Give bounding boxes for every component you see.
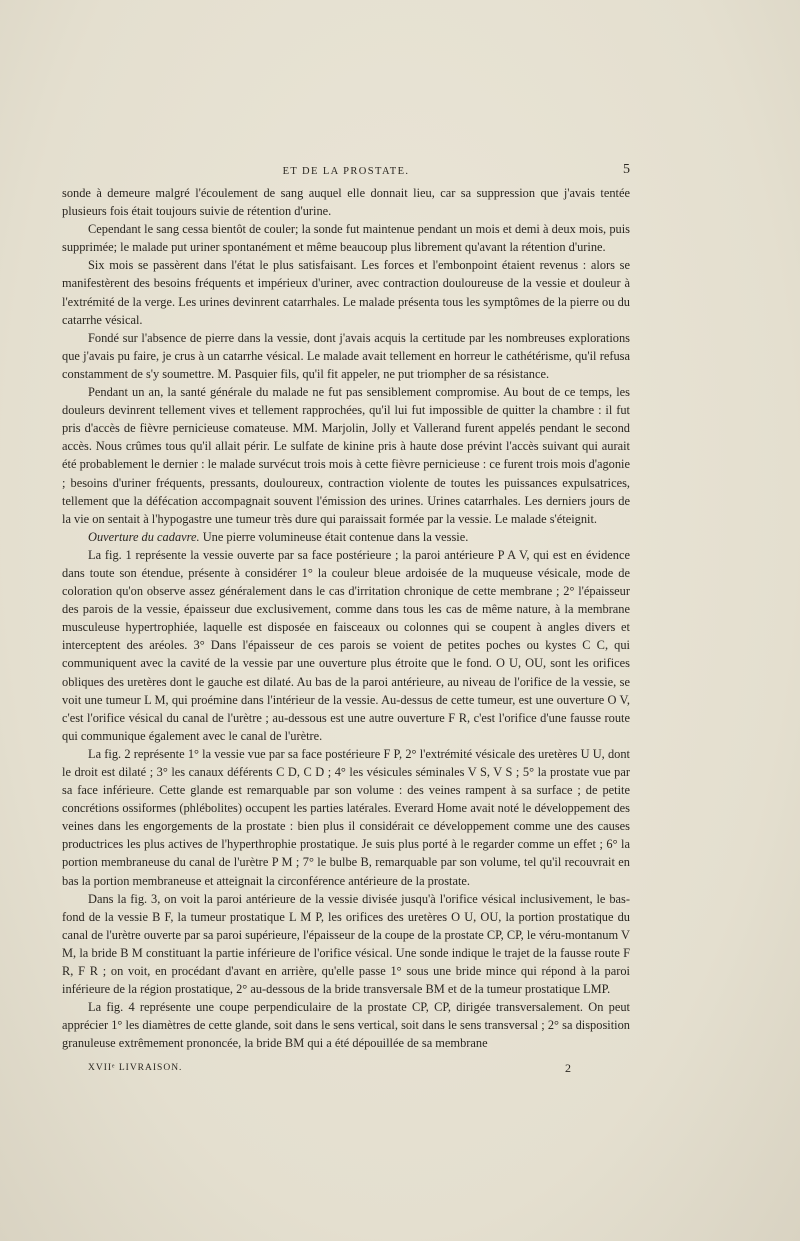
paragraph-fig1: La fig. 1 représente la vessie ouverte par sa face postérieure ; la paroi antérieure P A V, qui est en évidence dans toute son étendue, présente à considérer 1° la couleur bleue ardoisée de la muqueuse vésicale, mode de coloration qu'on observe assez généralement dans le cas d'irritation chronique de cette membrane ; 2° l'épaisseur des parois de la vessie, épaisseur due exclusivement, comme dans tous les cas de même nature, à la membrane musculeuse hypertrophiée, laquelle est disposée en faisceaux ou colonnes qui se coupent à angles divers et interceptent des aréoles. 3° Dans l'épaisseur de ces parois se voient de petites poches ou kystes C C, qui communiquent avec la cavité de la vessie par une ouverture plus étroite que le fond. O U, OU, sont les orifices obliques des uretères dont le gauche est dilaté. Au bas de la paroi antérieure, au niveau de l'orifice de la vessie, se voit une tumeur L M, qui proémine dans l'intérieur de la vessie. Au-dessus de cette tumeur, est une ouverture O V, c'est l'orifice vésical du canal de l'urètre ; au-dessous est une autre ouverture F R, c'est l'orifice d'une fausse route qui communique également avec le canal de l'urètre. <box>62 547 630 743</box>
paragraph-fig3: Dans la fig. 3, on voit la paroi antérieure de la vessie divisée jusqu'à l'orifice vésical inclusivement, le bas-fond de la vessie B F, la tumeur prostatique L M P, les orifices des uretères O U, OU, la portion prostatique du canal de l'urètre ouverte par sa paroi supérieure, l'épaisseur de la coupe de la prostate CP, CP, le véru-montanum V M, la bride B M constituant la partie inférieure de l'orifice vésical. Une sonde indique le trajet de la fausse route F R, F R ; on voit, en procédant d'avant en arrière, qu'elle passe 1° sous une bride mince qui répond à la paroi inférieure de la région prostatique, 2° au-dessous de la bride transversale BM et de la tumeur prostatique LMP. <box>62 891 630 997</box>
paragraph-fig4: La fig. 4 représente une coupe perpendiculaire de la prostate CP, CP, dirigée transversalement. On peut apprécier 1° les diamètres de cette glande, soit dans le sens vertical, soit dans le sens transversal ; 2° sa disposition granuleuse extrêmement prononcée, la bride BM qui a été dépouillée de sa membrane <box>62 1000 630 1051</box>
paragraph: Fondé sur l'absence de pierre dans la vessie, dont j'avais acquis la certitude par les nombreuses explorations que j'avais pu faire, je crus à un catarrhe vésical. Le malade avait tellement en horreur le cathétérisme, qu'il refusa constamment de s'y soumettre. M. Pasquier fils, qu'il fit appeler, ne put triompher de sa résistance. <box>62 330 630 381</box>
paragraph-fig2: La fig. 2 représente 1° la vessie vue par sa face postérieure F P, 2° l'extrémité vésicale des uretères U U, dont le droit est dilaté ; 3° les canaux déférents C D, C D ; 4° les vésicules séminales V S, V S ; 5° la prostate vue par sa face inférieure. Cette glande est remarquable par son volume : des veines rampent à sa surface ; de petite concrétions ossiformes (phlébolites) occupent les parties latérales. Everard Home avait noté le développement des veines dans les engorgements de la prostate : bien plus il considérait ce développement comme une des causes productrices les plus actives de l'hyperthrophie prostatique. Je suis plus porté à le regarder comme un effet ; 6° la portion membraneuse du canal de l'urètre P M ; 7° le bulbe B, remarquable par son volume, tel qu'il recouvrait en bas la portion membraneuse et atteignait la circonférence antérieure de la prostate. <box>62 746 630 888</box>
body-text <box>62 184 630 1053</box>
paragraph: Pendant un an, la santé générale du malade ne fut pas sensiblement compromise. Au bout de ce temps, les douleurs devinrent tellement vives et tellement rapprochées, qu'il lui fut impossible de quitter la chambre : il fut pris d'accès de fièvre pernicieuse comateuse. MM. Marjolin, Jolly et Vallerand furent appelés pendant le second accès. Nous crûmes tous qu'il allait périr. Le sulfate de kinine pris à haute dose prévint l'accès suivant qui aurait été probablement le dernier : le malade survécut trois mois à cette fièvre pernicieuse : ce furent trois mois d'agonie ; besoins d'uriner fréquents, pressants, douloureux, contraction violente de toutes les puissances expulsatrices, tellement que la défécation accompagnait souvent l'émission des urines. Urines catarrhales. Les derniers jours de la vie on sentait à l'hypogastre une tumeur très dure qui paraissait formée par la vessie. Le malade s'éteignit. <box>62 385 630 526</box>
page-footer <box>88 1063 572 1079</box>
paragraph: Six mois se passèrent dans l'état le plus satisfaisant. Les forces et l'embonpoint étaient revenus : alors se manifestèrent des besoins fréquents et impérieux d'uriner, avec contraction douloureuse de la vessie et douleur à l'extrémité de la verge. Les urines devinrent catarrhales. Le malade présenta tous les symptômes de la pierre ou du catarrhe vésical. <box>62 258 630 327</box>
page-number: 5 <box>623 162 630 177</box>
issue-label: XVIIᵉ LIVRAISON. <box>88 1063 183 1073</box>
signature-mark: 2 <box>565 1061 572 1075</box>
section-heading-italic: Ouverture du cadavre. <box>88 529 200 544</box>
paragraph: Cependant le sang cessa bientôt de couler; la sonde fut maintenue pendant un mois et demi à deux mois, puis supprimée; le malade put uriner spontanément et même beaucoup plus librement qu'avant la rétention d'urine. <box>62 222 630 255</box>
paragraph-autopsy: Ouverture du cadavre. Une pierre volumineuse était contenue dans la vessie. <box>88 529 469 544</box>
running-title: ET DE LA PROSTATE. <box>282 166 410 177</box>
paragraph: sonde à demeure malgré l'écoulement de sang auquel elle donnait lieu, car sa suppression que j'avais tentée plusieurs fois était toujours suivie de rétention d'urine. <box>62 186 630 219</box>
page-header <box>62 160 630 184</box>
